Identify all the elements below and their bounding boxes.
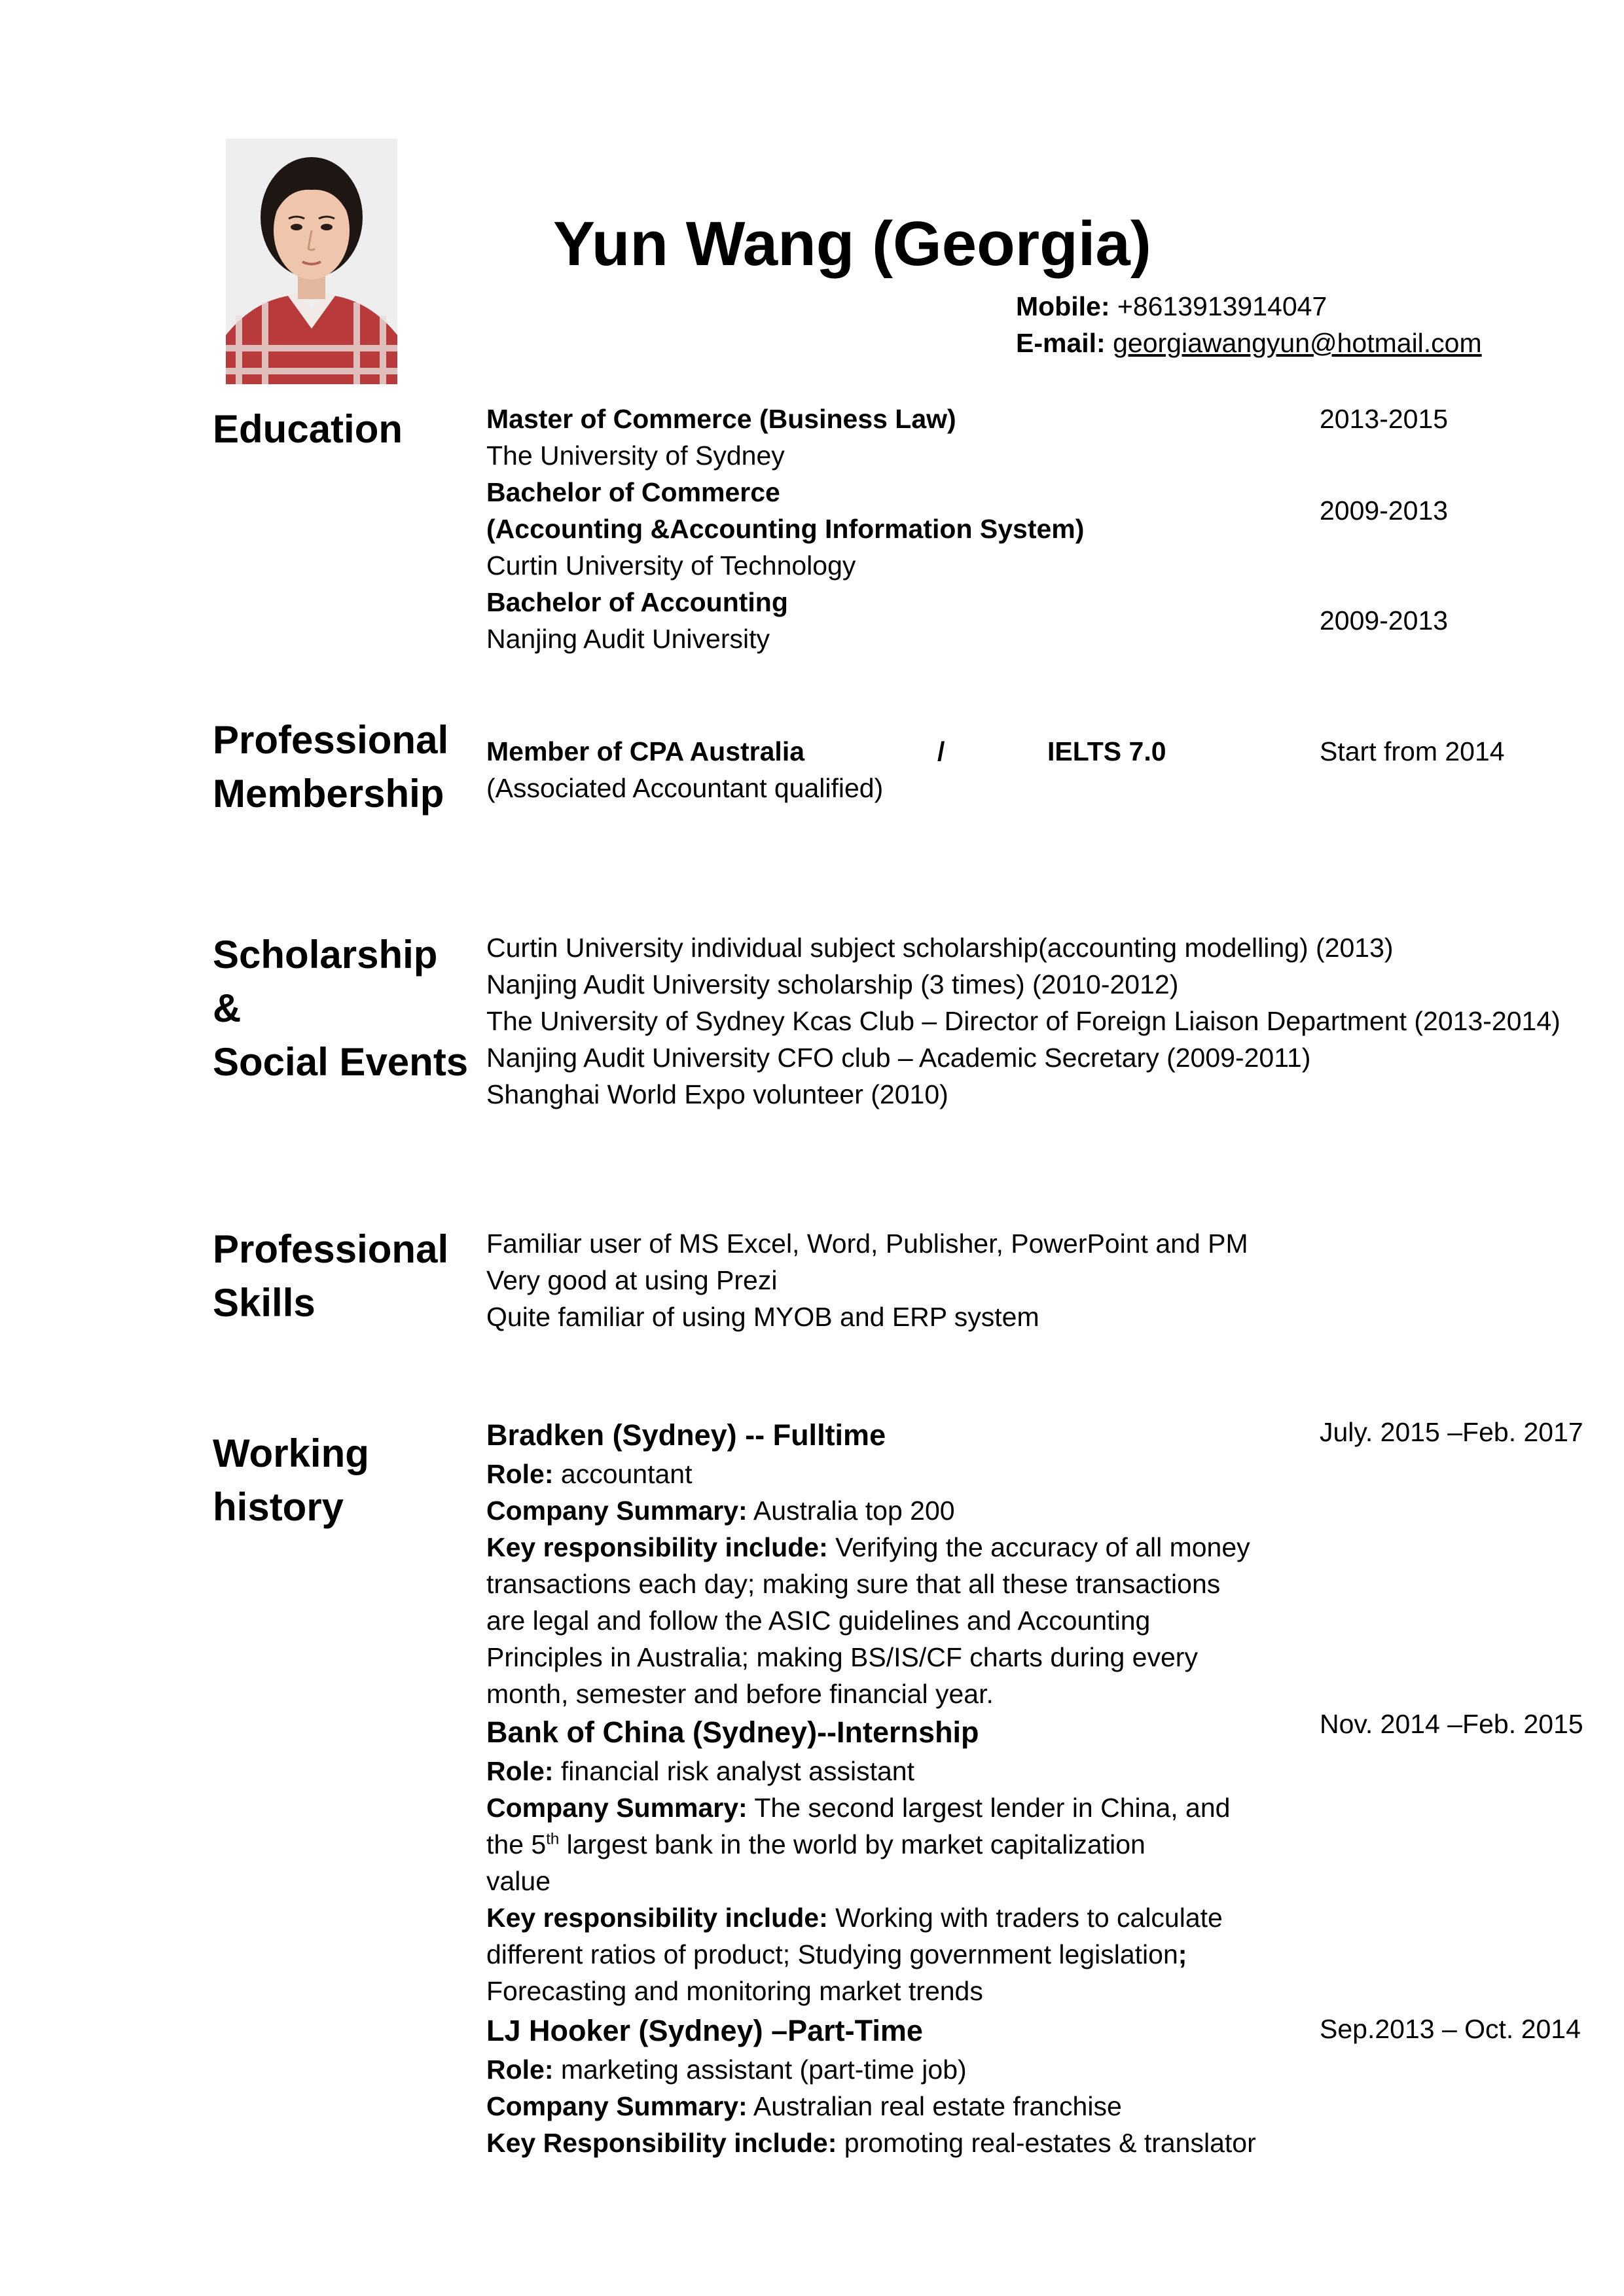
job-resp-2	[486, 1899, 1223, 1936]
skills-item: Quite familiar of using MYOB and ERP system	[486, 1302, 1039, 1332]
education-degree-1: Master of Commerce (Business Law)	[486, 404, 956, 434]
role-label: Role:	[486, 2054, 554, 2085]
membership-since: Start from 2014	[1320, 736, 1505, 766]
scholarship-item: The University of Sydney Kcas Club – Director of Foreign Liaison Department (2013-2014)	[486, 1006, 1561, 1036]
job-resp-1-line: transactions each day; making sure that all these transactions	[486, 1569, 1221, 1599]
membership-ielts: IELTS 7.0	[1047, 736, 1166, 766]
scholarship-heading-line2: &	[213, 986, 242, 1030]
job-resp-1-line: month, semester and before financial year.	[486, 1679, 994, 1709]
resp-text: Verifying the accuracy of all money	[827, 1532, 1250, 1562]
profile-photo	[226, 139, 397, 384]
education-degree-2-detail: (Accounting &Accounting Information System)	[486, 514, 1085, 544]
role-label: Role:	[486, 1459, 554, 1489]
job-summary-2-line	[486, 1826, 1146, 1863]
education-years-1: 2013-2015	[1320, 404, 1449, 434]
summary-label: Company Summary:	[486, 1793, 748, 1823]
education-school-1: The University of Sydney	[486, 440, 785, 471]
role-label: Role:	[486, 1756, 554, 1786]
job-dates-2: Nov. 2014 –Feb. 2015	[1320, 1709, 1583, 1739]
education-school-2: Curtin University of Technology	[486, 550, 856, 581]
role-value: financial risk analyst assistant	[553, 1756, 914, 1786]
education-school-3: Nanjing Audit University	[486, 624, 770, 654]
role-value: accountant	[553, 1459, 693, 1489]
job-resp-2-line	[486, 1936, 1187, 1973]
job-resp-3	[486, 2125, 1256, 2161]
job-role-3	[486, 2051, 967, 2088]
candidate-name: Yun Wang (Georgia)	[553, 209, 1151, 279]
education-degree-3: Bachelor of Accounting	[486, 587, 788, 617]
education-years-3: 2009-2013	[1320, 605, 1449, 636]
resp-label: Key responsibility include:	[486, 1903, 828, 1933]
resp-text: Working with traders to calculate	[827, 1903, 1223, 1933]
resp-semicolon: ;	[1178, 1939, 1187, 1969]
resp-text: promoting real-estates & translator	[837, 2128, 1256, 2158]
summary-value: Australia top 200	[747, 1496, 955, 1526]
summary-text: largest bank in the world by market capitalization	[559, 1829, 1146, 1859]
skills-heading-line2: Skills	[213, 1281, 316, 1325]
scholarship-item: Shanghai World Expo volunteer (2010)	[486, 1079, 948, 1109]
job-resp-2-line: Forecasting and monitoring market trends	[486, 1976, 983, 2006]
education-heading: Education	[213, 407, 403, 451]
job-summary-3	[486, 2088, 1122, 2125]
summary-label: Company Summary:	[486, 2091, 748, 2121]
work-heading-line2: history	[213, 1485, 344, 1529]
job-title-2: Bank of China (Sydney)--Internship	[486, 1715, 979, 1749]
skills-heading-line1: Professional	[213, 1227, 449, 1271]
membership-heading-line1: Professional	[213, 718, 449, 762]
mobile-label: Mobile:	[1016, 291, 1110, 321]
membership-slash: /	[937, 736, 945, 766]
mobile-line	[1016, 288, 1327, 325]
scholarship-item: Curtin University individual subject scholarship(accounting modelling) (2013)	[486, 933, 1394, 963]
skills-item: Familiar user of MS Excel, Word, Publisher, PowerPoint and PM	[486, 1229, 1248, 1259]
mobile-value: +8613913914047	[1110, 291, 1327, 321]
scholarship-item: Nanjing Audit University CFO club – Academic Secretary (2009-2011)	[486, 1043, 1311, 1073]
scholarship-heading-line3: Social Events	[213, 1040, 469, 1084]
summary-label: Company Summary:	[486, 1496, 748, 1526]
job-title-1: Bradken (Sydney) -- Fulltime	[486, 1418, 886, 1452]
job-dates-1: July. 2015 –Feb. 2017	[1320, 1417, 1583, 1447]
scholarship-item: Nanjing Audit University scholarship (3 times) (2010-2012)	[486, 969, 1179, 999]
skills-item: Very good at using Prezi	[486, 1265, 778, 1295]
membership-heading-line2: Membership	[213, 772, 444, 816]
summary-value: The second largest lender in China, and	[747, 1793, 1231, 1823]
membership-cpa: Member of CPA Australia	[486, 736, 805, 766]
scholarship-heading-line1: Scholarship	[213, 933, 438, 977]
job-resp-1-line: are legal and follow the ASIC guidelines and Accounting	[486, 1605, 1151, 1636]
job-role-1	[486, 1456, 693, 1492]
ordinal-suffix: th	[546, 1830, 560, 1848]
education-degree-2: Bachelor of Commerce	[486, 477, 780, 507]
work-heading-line1: Working	[213, 1431, 369, 1475]
summary-value: Australian real estate franchise	[747, 2091, 1122, 2121]
job-dates-3: Sep.2013 – Oct. 2014	[1320, 2014, 1581, 2044]
education-years-2: 2009-2013	[1320, 495, 1449, 526]
job-summary-2-line: value	[486, 1866, 551, 1896]
role-value: marketing assistant (part-time job)	[553, 2054, 967, 2085]
profile-photo-image	[226, 139, 397, 384]
job-summary-1	[486, 1492, 955, 1529]
email-line	[1016, 325, 1482, 361]
job-resp-1-line: Principles in Australia; making BS/IS/CF charts during every	[486, 1642, 1198, 1672]
resp-text: different ratios of product; Studying government legislation	[486, 1939, 1178, 1969]
job-resp-1	[486, 1529, 1250, 1566]
email-label: E-mail:	[1016, 328, 1106, 358]
email-link[interactable]: georgiawangyun@hotmail.com	[1113, 328, 1482, 358]
job-title-3: LJ Hooker (Sydney) –Part-Time	[486, 2014, 923, 2047]
job-summary-2	[486, 1789, 1230, 1826]
membership-qualified: (Associated Accountant qualified)	[486, 773, 884, 803]
job-role-2	[486, 1753, 914, 1789]
summary-text: the 5	[486, 1829, 547, 1859]
resp-label: Key Responsibility include:	[486, 2128, 837, 2158]
resp-label: Key responsibility include:	[486, 1532, 828, 1562]
